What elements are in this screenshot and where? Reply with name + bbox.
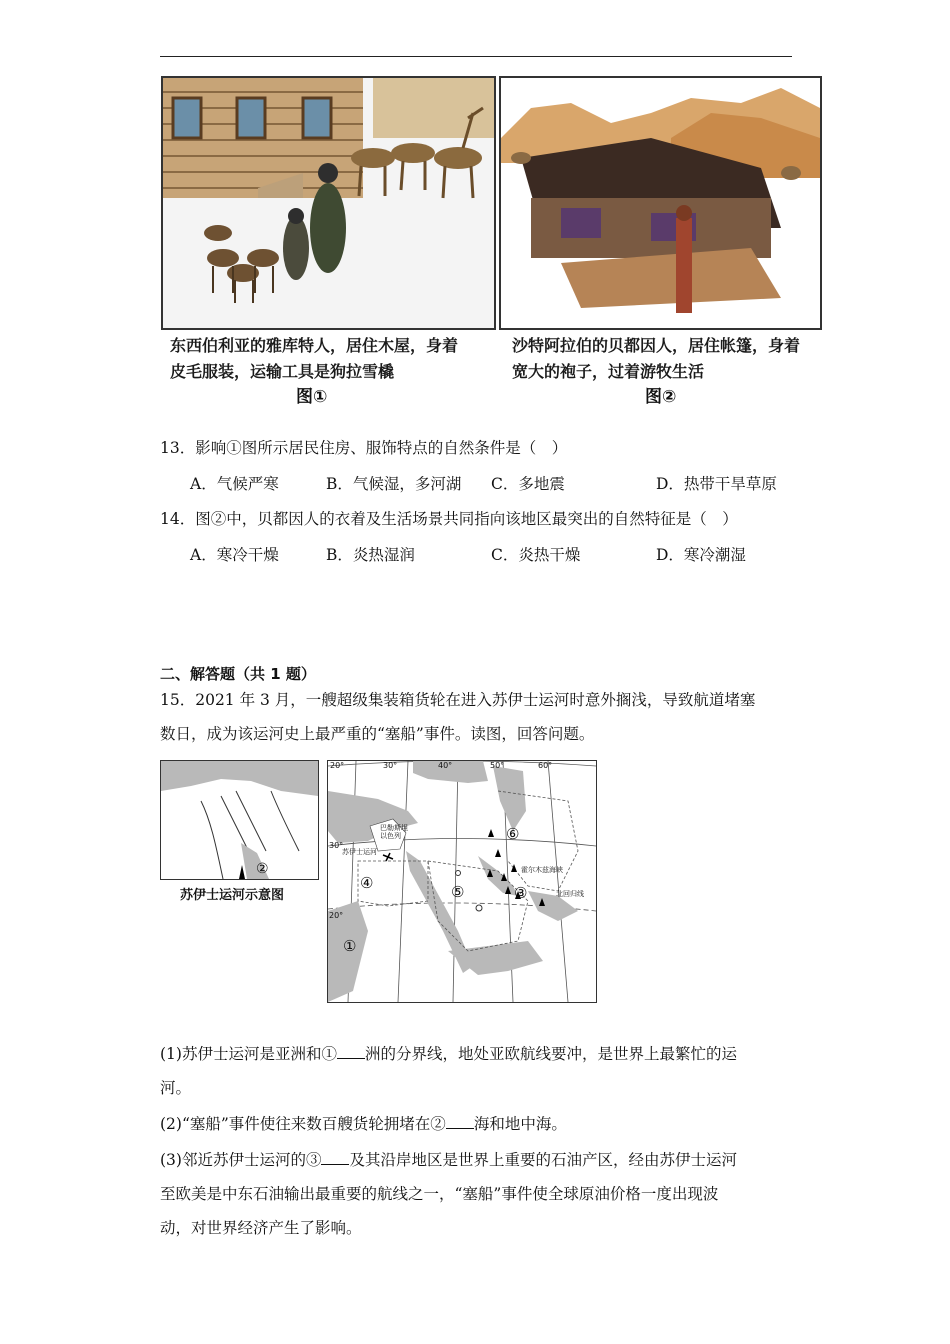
sub3-part-a: (3)邻近苏伊士运河的③	[160, 1151, 322, 1169]
fig2-caption	[512, 333, 800, 385]
q13-stem: 13．影响①图所示居民住房、服饰特点的自然条件是（ ）	[160, 439, 568, 457]
q14-option-c[interactable]: C．炎热干燥	[491, 546, 581, 564]
fig2-label: 图②	[645, 387, 677, 407]
sub3-answer-blank[interactable]	[321, 1150, 349, 1165]
q14-option-a[interactable]: A．寒冷干燥	[190, 546, 279, 564]
middle-east-map	[327, 760, 597, 1003]
q15-line2: 数日，成为该运河史上最严重的“塞船”事件。读图，回答问题。	[160, 725, 595, 743]
fig2-caption-line2: 宽大的袍子，过着游牧生活	[512, 362, 705, 381]
sub-question-2	[160, 1107, 790, 1141]
sub1-part-c: 河。	[160, 1079, 192, 1097]
sub-question-1	[160, 1037, 790, 1105]
lon-label-40: 40°	[438, 761, 453, 770]
place-hormuz: 霍尔木兹海峡	[521, 866, 563, 874]
header-rule	[160, 56, 792, 57]
sub1-part-b: 洲的分界线，地处亚欧航线要冲，是世界上最繁忙的运	[364, 1045, 737, 1063]
q14-option-b[interactable]: B．炎热湿润	[326, 546, 415, 564]
q15-stem	[160, 683, 790, 751]
figure-arabia	[499, 76, 822, 330]
lat-label-30: 30°	[329, 841, 344, 850]
sub3-part-d: 动，对世界经济产生了影响。	[160, 1219, 362, 1237]
map-marker-6: ⑥	[506, 825, 520, 843]
place-suez: 苏伊士运河	[342, 848, 377, 856]
fig1-caption-line1: 东西伯利亚的雅库特人，居住木屋，身着	[170, 336, 459, 355]
q13-option-d[interactable]: D．热带干旱草原	[656, 475, 777, 493]
place-palestine: 巴勒斯坦以色列	[380, 824, 408, 840]
lon-label-30: 30°	[383, 761, 398, 770]
place-tropic: 北回归线	[556, 890, 584, 898]
map-marker-4: ④	[360, 874, 374, 892]
figure-siberia	[161, 76, 496, 330]
inset-caption: 苏伊士运河示意图	[180, 888, 285, 903]
q13-option-b[interactable]: B．气候湿，多河湖	[326, 475, 462, 493]
q13-option-a[interactable]: A．气候严寒	[190, 475, 279, 493]
arabia-illustration	[501, 78, 820, 328]
sub3-part-c: 至欧美是中东石油输出最重要的航线之一，“塞船”事件使全球原油价格一度出现波	[160, 1185, 719, 1203]
sub2-part-b: 海和地中海。	[473, 1115, 567, 1133]
q15-line1: 15．2021 年 3 月，一艘超级集装箱货轮在进入苏伊士运河时意外搁浅，导致航道堵塞	[160, 691, 756, 709]
suez-inset-map	[160, 760, 319, 880]
q13-option-c[interactable]: C．多地震	[491, 475, 565, 493]
lon-label-50: 50°	[490, 761, 505, 770]
map-marker-3: ③	[514, 884, 528, 902]
fig1-caption-line2: 皮毛服装，运输工具是狗拉雪橇	[170, 362, 395, 381]
sub2-part-a: (2)“塞船”事件使往来数百艘货轮拥堵在②	[160, 1115, 446, 1133]
fig2-caption-line1: 沙特阿拉伯的贝都因人，居住帐篷，身着	[512, 336, 801, 355]
lon-label-20: 20°	[330, 761, 345, 770]
sub-question-3	[160, 1143, 790, 1245]
q14-option-d[interactable]: D．寒冷潮湿	[656, 546, 746, 564]
sub1-answer-blank[interactable]	[337, 1044, 365, 1059]
lat-label-20: 20°	[329, 911, 344, 920]
q14-stem: 14．图②中，贝都因人的衣着及生活场景共同指向该地区最突出的自然特征是（ ）	[160, 510, 738, 528]
fig1-caption	[170, 333, 458, 385]
siberia-illustration	[163, 78, 494, 328]
lon-label-60: 60°	[538, 761, 553, 770]
map-marker-1: ①	[343, 937, 357, 955]
inset-marker-2: ②	[256, 861, 269, 877]
sub2-answer-blank[interactable]	[446, 1114, 474, 1129]
sub3-part-b: 及其沿岸地区是世界上重要的石油产区，经由苏伊士运河	[349, 1151, 737, 1169]
sub1-part-a: (1)苏伊士运河是亚洲和①	[160, 1045, 337, 1063]
section-title: 二、解答题（共 1 题）	[160, 665, 316, 683]
fig1-label: 图①	[296, 387, 328, 407]
suez-inset-drawing	[161, 761, 318, 879]
map-marker-5: ⑤	[451, 883, 465, 901]
